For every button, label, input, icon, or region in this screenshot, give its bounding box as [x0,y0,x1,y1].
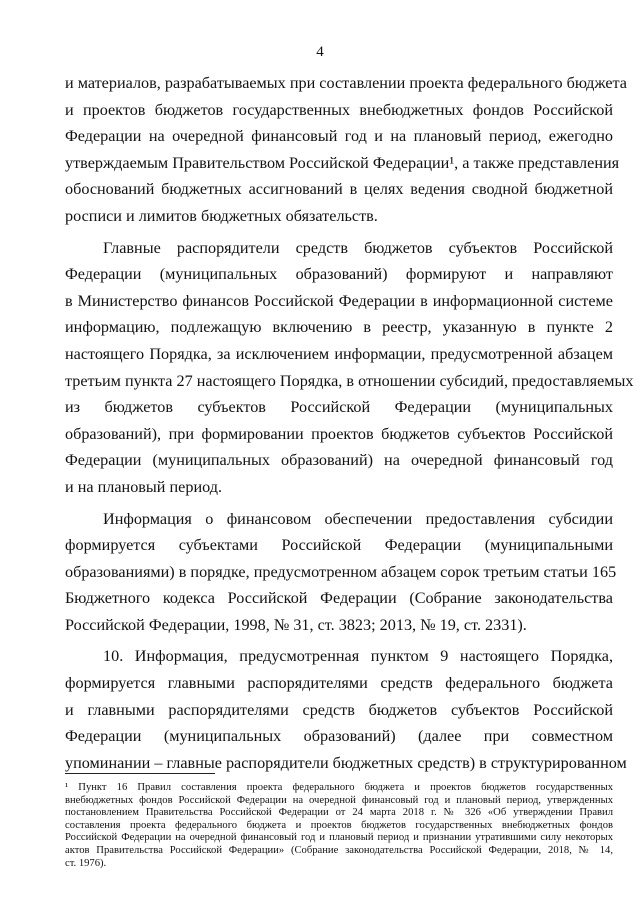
text-line: Российской Федерации, 1998, № 31, ст. 3823; 2013, № 19, ст. 2331). [65,615,527,634]
text-line: упоминании – главные распорядители бюджетных средств) в структурированном [65,753,627,772]
text-line: и главными распорядителями средств бюджетов субъектов Российской [65,700,613,719]
text-line: утверждаемым Правительством Российской Федерации¹, а также представления [65,153,620,172]
text-line: росписи и лимитов бюджетных обязательств. [65,206,378,225]
paragraph [65,643,627,776]
page-number: 4 [316,44,324,60]
text-line: 10. Информация, предусмотренная пунктом 9 настоящего Порядка, [103,647,613,666]
text-line: формируется субъектами Российской Федерации (муниципальными [65,536,613,555]
text-line: из бюджетов субъектов Российской Федерации (муниципальных [65,398,613,417]
text-line: Федерации (муниципальных образований) формируют и направляют [65,265,613,284]
text-line: образований), при формировании проектов бюджетов субъектов Российской [65,424,613,443]
footnote [65,782,613,870]
footnote-line: ст. 1976). [65,857,107,869]
document-body [65,70,634,776]
text-line: и материалов, разрабатываемых при составлении проекта федерального бюджета [65,74,627,92]
text-line: обоснований бюджетных ассигнований в целях ведения сводной бюджетной [65,180,613,199]
text-line: и проектов бюджетов государственных внебюджетных фондов Российской [65,100,613,119]
paragraph [65,70,627,230]
footnote-line: ¹ Пункт 16 Правил составления проекта федерального бюджета и проектов бюджетов государственных [65,782,613,793]
footnote-divider [65,773,215,774]
text-line: и на плановый период. [65,477,223,496]
footnote-line: внебюджетных фондов Российской Федерации на очередной финансовый год и плановый период, утвержденных [65,794,613,806]
paragraph [65,506,617,639]
text-line: третьим пункта 27 настоящего Порядка, в отношении субсидий, предоставляемых [65,371,634,390]
text-line: в Министерство финансов Российской Федерации в информационной системе [65,291,613,310]
text-line: Информация о финансовом обеспечении предоставления субсидии [103,509,613,528]
footnote-line: актов Правительства Российской Федерации» (Собрание законодательства Российской Федерации, 2018, № 14, [65,844,613,856]
text-line: образованиями) в порядке, предусмотренном абзацем сорок третьим статьи 165 [65,562,617,581]
text-line: Бюджетного кодекса Российской Федерации (Собрание законодательства [65,589,613,608]
text-line: Федерации (муниципальных образований) на очередной финансовый год [65,451,613,470]
text-line: информацию, подлежащую включению в реестр, указанную в пункте 2 [65,318,613,337]
footnote-line: составления проекта федерального бюджета и проектов бюджетов государственных внебюджетных фондов [65,819,613,831]
paragraph [65,235,634,501]
text-line: Главные распорядители средств бюджетов субъектов Российской [103,238,613,257]
text-line: настоящего Порядка, за исключением информации, предусмотренной абзацем [65,344,613,363]
text-line: Федерации (муниципальных образований) (далее при совместном [65,727,613,746]
footnote-line: постановлением Правительства Российской Федерации от 24 марта 2018 г. № 326 «Об утверждении Правил [65,807,613,819]
footnote-line: Российской Федерации на очередной финансовый год и плановый период и признании утратившими силу некоторых [65,832,613,844]
text-line: формируется главными распорядителями средств федерального бюджета [65,674,613,693]
text-line: Федерации на очередной финансовый год и на плановый период, ежегодно [65,127,613,146]
